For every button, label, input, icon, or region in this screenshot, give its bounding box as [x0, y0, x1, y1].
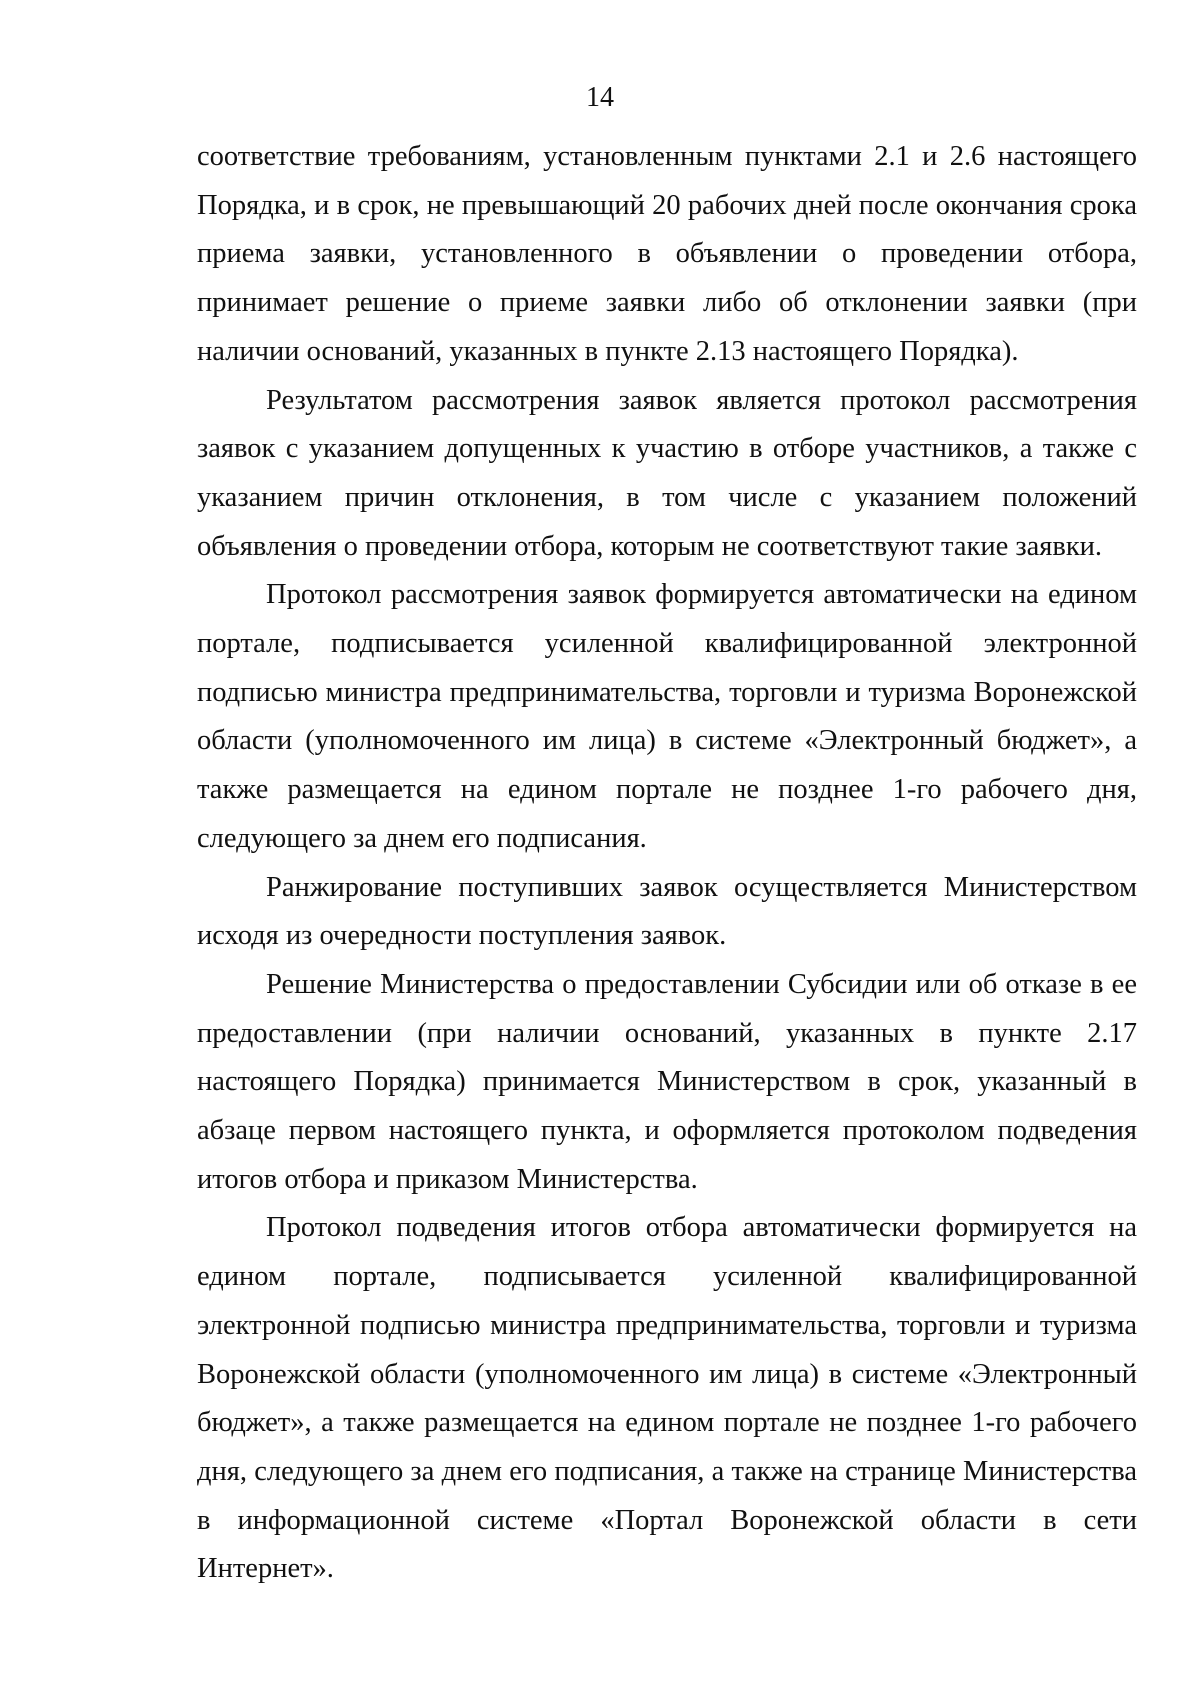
- document-body: [197, 133, 1137, 1594]
- paragraph-subsidy-decision: Решение Министерства о предоставлении Субсидии или об отказе в ее предоставлении (при наличии оснований, указанных в пункте 2.17 настоящего Порядка) принимается Министерством в срок, указанный в абзаце первом настоящего пункта, и оформляется протоколом подведения итогов отбора и приказом Министерства.: [197, 968, 1137, 1195]
- paragraph-review-results: Результатом рассмотрения заявок является протокол рассмотрения заявок с указанием допущенных к участию в отборе участников, а также с указанием причин отклонения, в том числе с указанием положений объявления о проведении отбора, которым не соответствуют такие заявки.: [197, 384, 1137, 562]
- paragraph-review-protocol: Протокол рассмотрения заявок формируется автоматически на едином портале, подписывается усиленной квалифицированной электронной подписью министра предпринимательства, торговли и туризма Воронежской области (уполномоченного им лица) в системе «Электронный бюджет», а также размещается на едином портале не позднее 1-го рабочего дня, следующего за днем его подписания.: [197, 579, 1137, 854]
- paragraph-continuation: соответствие требованиям, установленным пунктами 2.1 и 2.6 настоящего Порядка, и в срок, не превышающий 20 рабочих дней после окончания срока приема заявки, установленного в объявлении о проведении отбора, принимает решение о приеме заявки либо об отклонении заявки (при наличии оснований, указанных в пункте 2.13 настоящего Порядка).: [197, 141, 1137, 367]
- paragraph-results-protocol: Протокол подведения итогов отбора автоматически формируется на едином портале, подписывается усиленной квалифицированной электронной подписью министра предпринимательства, торговли и туризма Воронежской области (уполномоченного им лица) в системе «Электронный бюджет», а также размещается на едином портале не позднее 1-го рабочего дня, следующего за днем его подписания, а также на странице Министерства в информационной системе «Портал Воронежской области в сети Интернет».: [197, 1212, 1137, 1585]
- page-number: 14: [586, 82, 614, 113]
- paragraph-ranking: Ранжирование поступивших заявок осуществляется Министерством исходя из очередности поступления заявок.: [197, 871, 1137, 952]
